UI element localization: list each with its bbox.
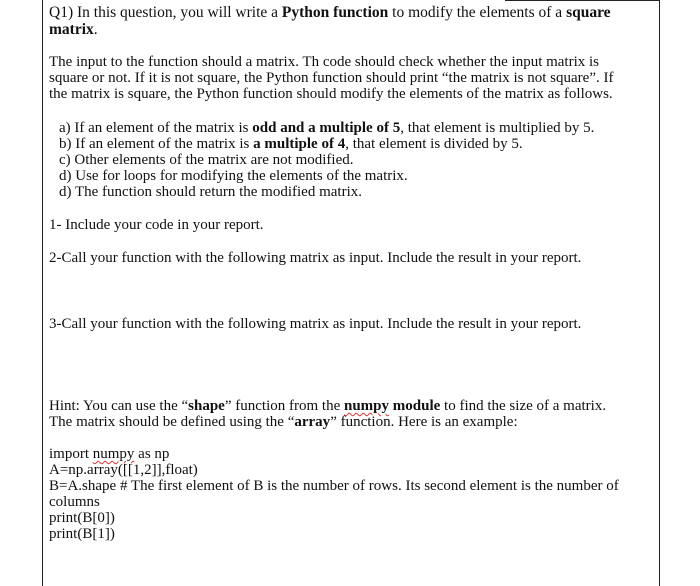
code-numpy: numpy (92, 446, 135, 462)
hint-text-2-end: ” function. Here is an example: (330, 414, 518, 430)
code-line-import (49, 446, 649, 462)
task-1: 1- Include your code in your report. (49, 217, 264, 233)
rule-a-end: , that element is multiplied by 5. (400, 120, 595, 136)
question-intro (49, 4, 649, 38)
code-text-end: as np (134, 446, 170, 462)
code-line-print-0: print(B[0]) (49, 510, 115, 526)
intro-text-mid: to modify the elements of a (388, 4, 567, 21)
code-example (49, 446, 649, 542)
hint-bold-shape: shape (188, 398, 225, 414)
code-line-print-1: print(B[1]) (49, 526, 115, 542)
paragraph-line: the matrix is square, the Python function should modify the elements of the matrix as follows. (49, 86, 613, 102)
hint-text-mid: ” function from the (224, 398, 344, 414)
code-line-shape: B=A.shape # The first element of B is the number of rows. Its second element is the number of (49, 478, 619, 494)
intro-text: In this question, you will write a (73, 4, 282, 21)
code-line-shape-cont: columns (49, 494, 100, 510)
hint-bold-array: array (294, 414, 331, 430)
hint-bold-numpy: numpy (343, 398, 390, 414)
hint-paragraph (49, 398, 649, 430)
rule-b (59, 136, 659, 152)
task-2: 2-Call your function with the following matrix as input. Include the result in your report. (49, 250, 582, 266)
paragraph-line: square or not. If it is not square, the Python function should print “the matrix is not square”. If (49, 70, 614, 86)
rule-c: c) Other elements of the matrix are not modified. (59, 152, 354, 168)
question-label: Q1) (49, 4, 74, 21)
hint-text-2: The matrix should be defined using the “ (49, 414, 295, 430)
hint-bold-module: module (389, 398, 441, 414)
paragraph-line: The input to the function should a matrix. Th code should check whether the input matrix is (49, 54, 600, 70)
top-border-line (505, 0, 660, 1)
rule-b-text: b) If an element of the matrix is (59, 136, 254, 152)
rules-list (59, 120, 659, 200)
intro-bold-square-matrix: square matrix (49, 4, 611, 38)
code-text: import (49, 446, 93, 462)
rule-a (59, 120, 659, 136)
rule-a-bold: odd and a multiple of 5 (252, 120, 401, 136)
paragraph-input (49, 54, 649, 102)
hint-line-2 (49, 414, 649, 430)
hint-line-1 (49, 398, 649, 414)
rule-d2: d) The function should return the modified matrix. (59, 184, 362, 200)
intro-end: . (93, 21, 98, 38)
code-line-array: A=np.array([[1,2]],float) (49, 462, 198, 478)
rule-d1: d) Use for loops for modifying the elements of the matrix. (59, 168, 408, 184)
hint-text: Hint: You can use the “ (49, 398, 189, 414)
task-3: 3-Call your function with the following matrix as input. Include the result in your report. (49, 316, 582, 332)
rule-a-text: a) If an element of the matrix is (59, 120, 253, 136)
hint-text-end: to find the size of a matrix. (440, 398, 607, 414)
rule-b-end: , that element is divided by 5. (345, 136, 523, 152)
rule-b-bold: a multiple of 4 (253, 136, 346, 152)
intro-bold-python-function: Python function (281, 4, 389, 21)
